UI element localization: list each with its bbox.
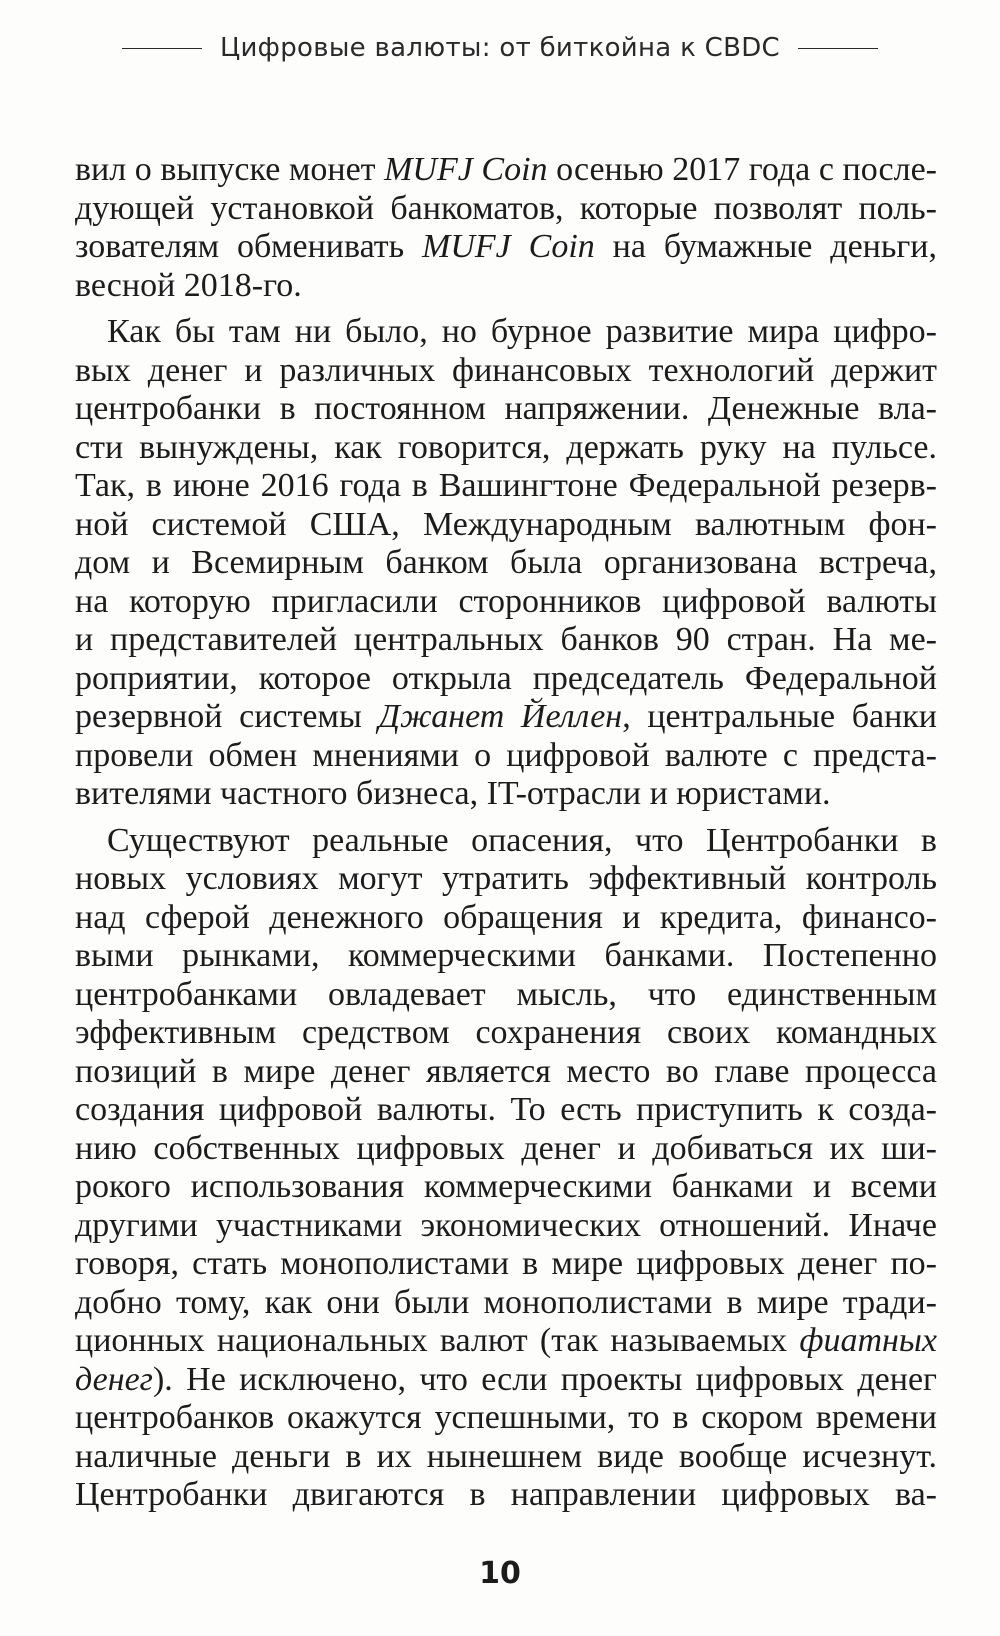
text-segment: ной системой США, Международным валютным фон- — [75, 505, 937, 543]
text-line — [75, 1322, 937, 1361]
text-segment: рокого использования коммерческими банками и всеми — [75, 1168, 937, 1205]
text-segment: выми рынками, коммерческими банками. Постепенно — [75, 937, 937, 974]
text-segment: роприятии, которое открыла председатель Федеральной — [75, 659, 937, 697]
running-header-title: Цифровые валюты: от биткойна к CBDC — [219, 33, 781, 63]
text-segment: ). Не исключено, что если проекты цифровых денег — [152, 1360, 937, 1398]
text-segment: дующей установкой банкоматов, которые позволят поль- — [75, 189, 937, 227]
text-segment: добно тому, как они были монополистами в мире тради- — [75, 1283, 937, 1321]
text-line — [75, 1014, 937, 1053]
text-line — [75, 1399, 937, 1438]
text-line — [75, 737, 937, 776]
italic-text: фиатных — [799, 1322, 937, 1359]
text-line — [75, 1361, 937, 1400]
text-segment: позиций в мире денег является место во главе процесса — [75, 1052, 937, 1090]
text-segment: вителями частного бизнеса, IT-отрасли и юристами. — [75, 775, 831, 812]
text-segment: нию собственных цифровых денег и добиваться их ши- — [75, 1129, 937, 1167]
text-segment: Центробанки двигаются в направлении цифровых ва- — [75, 1476, 937, 1513]
text-segment: на которую пригласили сторонников цифровой валюты — [75, 582, 937, 620]
text-segment: , центральные банки — [622, 698, 937, 735]
text-segment: Как бы там ни было, но бурное развитие мира цифро- — [107, 313, 937, 350]
text-segment: говоря, стать монополистами в мире цифровых денег по- — [75, 1245, 937, 1282]
text-segment: наличные деньги в их нынешнем виде вообще исчезнут. — [75, 1437, 937, 1475]
text-line — [75, 822, 937, 861]
text-line — [75, 506, 937, 545]
text-segment: центробанков окажутся успешными, то в скором времени — [75, 1399, 937, 1436]
text-segment: осенью 2017 года с после- — [547, 151, 938, 188]
italic-text: MUFJ Coin — [384, 151, 548, 188]
text-line — [75, 1245, 937, 1284]
text-segment: над сферой денежного обращения и кредита, финансо- — [75, 898, 937, 936]
text-line — [75, 267, 937, 306]
text-line — [75, 1091, 937, 1130]
text-line — [75, 583, 937, 622]
text-line — [75, 660, 937, 699]
text-line — [75, 1207, 937, 1246]
italic-text: Джанет Йеллен — [378, 698, 623, 735]
text-line — [75, 544, 937, 583]
text-line — [75, 352, 937, 391]
text-segment: центробанками овладевает мысль, что единственным — [75, 975, 937, 1013]
text-segment: Существуют реальные опасения, что Центробанки в — [107, 821, 937, 859]
text-segment: новых условиях могут утратить эффективный контроль — [75, 860, 937, 897]
text-segment: ционных национальных валют (так называемых — [75, 1322, 800, 1359]
text-line — [75, 698, 937, 737]
page-number: 10 — [479, 1556, 521, 1591]
header-rule-left — [122, 48, 202, 49]
italic-text: денег — [75, 1360, 153, 1398]
text-line — [75, 1168, 937, 1207]
text-segment: сти вынуждены, как говорится, держать руку на пульсе. — [75, 428, 937, 466]
text-line — [75, 313, 937, 352]
text-line — [75, 899, 937, 938]
text-line — [75, 228, 937, 267]
text-line — [75, 390, 937, 429]
text-line — [75, 775, 937, 814]
text-line — [75, 467, 937, 506]
text-segment: резервной системы — [75, 698, 379, 735]
text-segment: зователям обменивать — [75, 228, 423, 265]
text-segment: создания цифровой валюты. То есть приступить к созда- — [75, 1091, 937, 1128]
running-header — [0, 28, 1000, 68]
text-segment: и представителей центральных банков 90 стран. На ме- — [75, 621, 937, 658]
italic-text: MUFJ Coin — [422, 228, 595, 265]
text-line — [75, 1284, 937, 1323]
text-line — [75, 1438, 937, 1477]
text-line — [75, 151, 937, 190]
text-segment: дом и Всемирным банком была организована встреча, — [75, 544, 937, 581]
text-segment: центробанки в постоянном напряжении. Денежные вла- — [75, 390, 937, 427]
body-text — [75, 151, 937, 1515]
text-segment: Так, в июне 2016 года в Вашингтоне Федеральной резерв- — [75, 467, 937, 504]
text-line — [75, 621, 937, 660]
text-segment: другими участниками экономических отношений. Иначе — [75, 1206, 937, 1244]
text-segment: вил о выпуске монет — [75, 151, 385, 188]
text-line — [75, 190, 937, 229]
text-line — [75, 1476, 937, 1515]
header-rule-right — [798, 48, 878, 49]
text-segment: на бумажные деньги, — [594, 228, 937, 265]
text-segment: провели обмен мнениями о цифровой валюте с предста- — [75, 736, 937, 774]
text-line — [75, 860, 937, 899]
text-line — [75, 1130, 937, 1169]
text-line — [75, 976, 937, 1015]
text-segment: весной 2018-го. — [75, 266, 302, 304]
text-line — [75, 1053, 937, 1092]
text-segment: эффективным средством сохранения своих командных — [75, 1014, 937, 1051]
text-segment: вых денег и различных финансовых технологий держит — [75, 351, 937, 389]
text-line — [75, 429, 937, 468]
text-line — [75, 937, 937, 976]
